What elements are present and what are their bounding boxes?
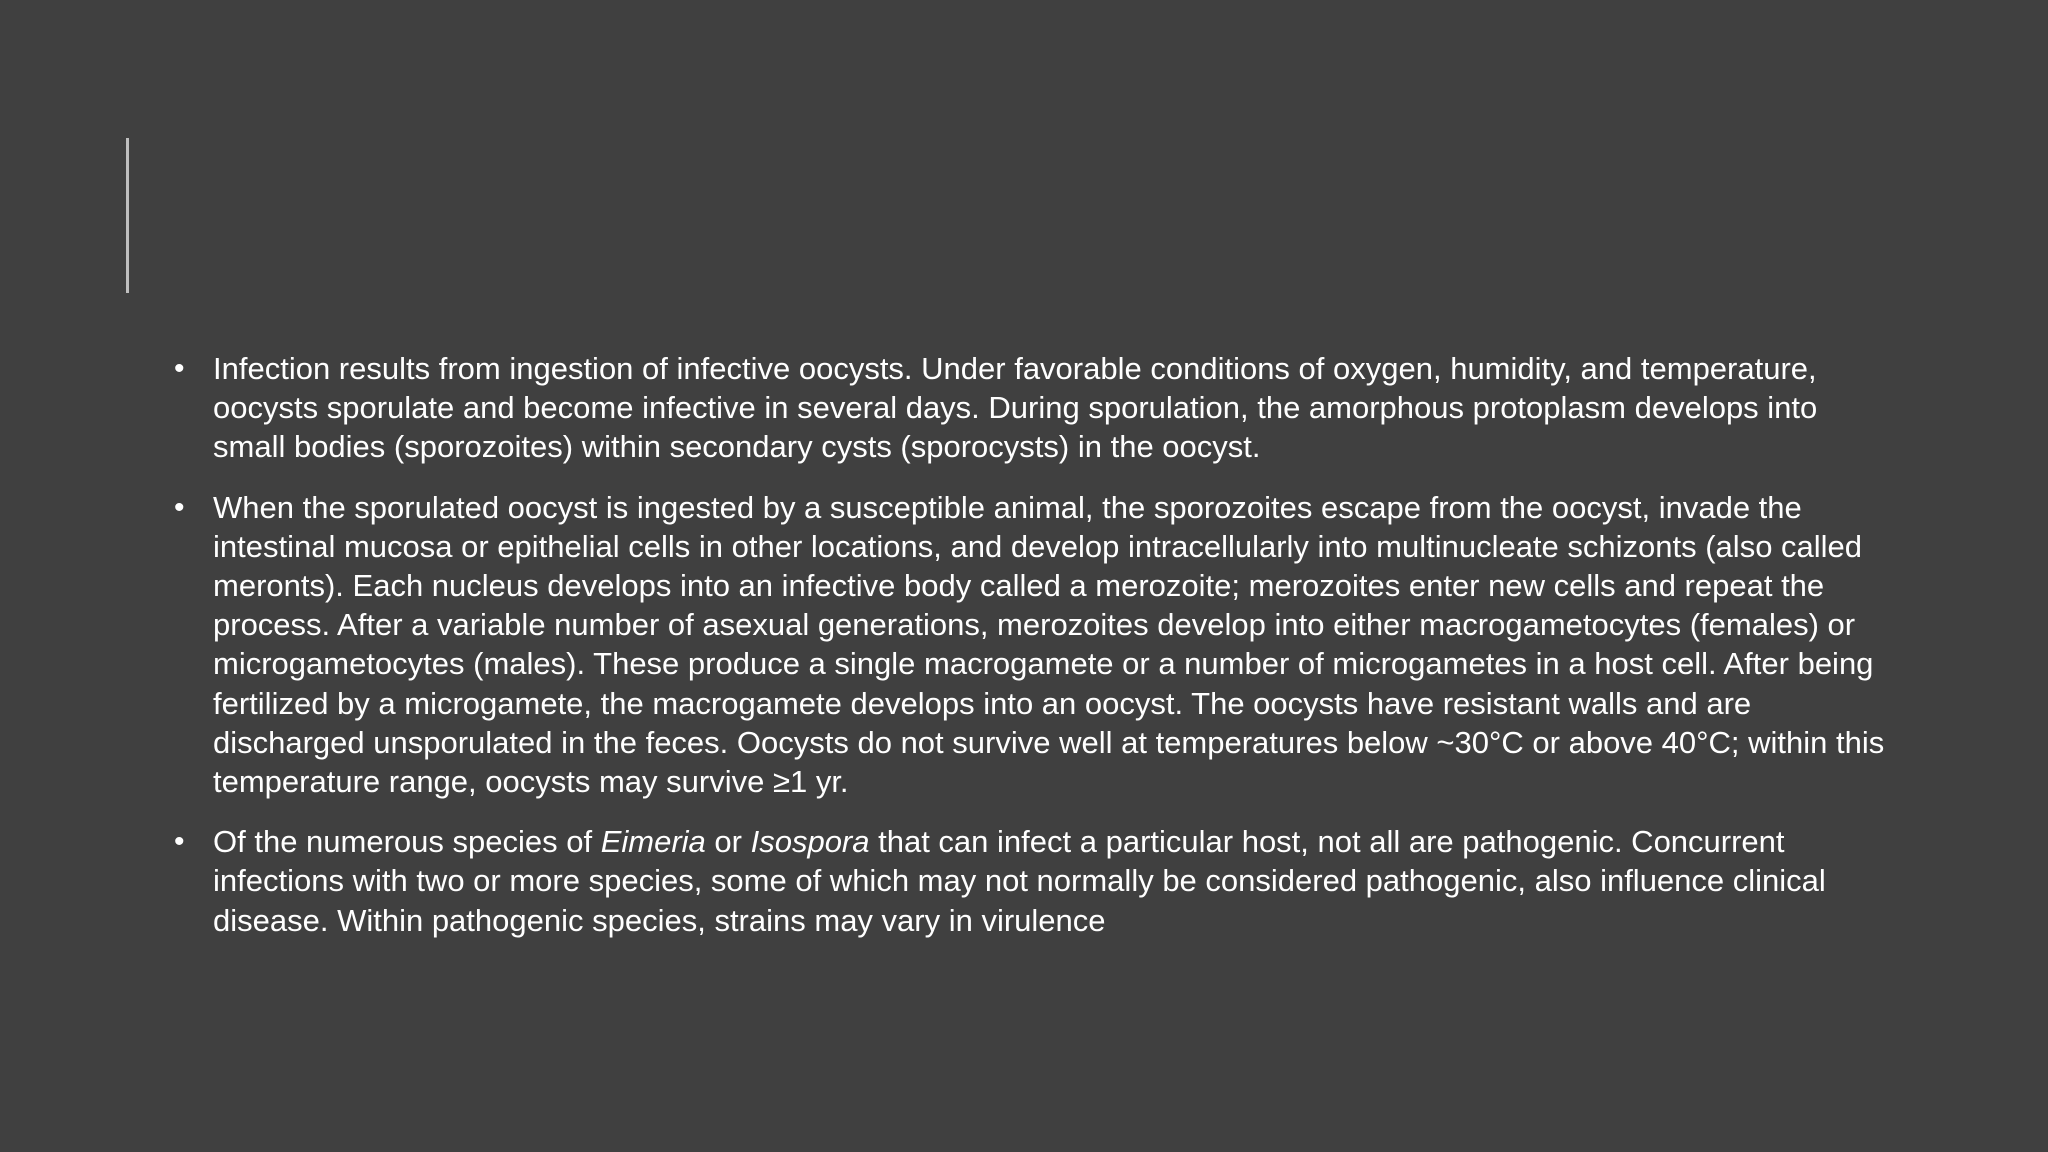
bullet-text-part: that can infect a particular host, not all are pathogenic. Concurrent infections with two or more species, some of which may not normally be considered pathogenic, also influence clinical disease. Within pathogenic species, strains may vary in virulence (213, 824, 1826, 938)
bullet-text-part: or (705, 824, 751, 860)
bullet-dot-icon: • (174, 825, 185, 859)
title-accent-line (126, 138, 129, 293)
bullet-item (170, 349, 1890, 467)
genus-eimeria: Eimeria (600, 824, 706, 860)
bullet-text-part: Of the numerous species of (213, 824, 601, 860)
bullet-text: When the sporulated oocyst is ingested by a susceptible animal, the sporozoites escape from the oocyst, invade the intestinal mucosa or epithelial cells in other locations, and develop intracellularly into multinucleate schizonts (also called meronts). Each nucleus develops into an infective body called a merozoite; merozoites enter new cells and repeat the process. After a variable number of asexual generations, merozoites develop into either macrogametocytes (females) or microgametocytes (males). These produce a single macrogamete or a number of microgametes in a host cell. After being fertilized by a microgamete, the macrogamete develops into an oocyst. The oocysts have resistant walls and are discharged unsporulated in the feces. Oocysts do not survive well at temperatures below ~30°C or above 40°C; within this temperature range, oocysts may survive ≥1 yr. (213, 489, 1885, 800)
bullet-item (170, 822, 1890, 940)
genus-isospora: Isospora (750, 824, 870, 860)
bullet-dot-icon: • (174, 490, 185, 524)
bullet-list (170, 349, 1890, 940)
bullet-text: Infection results from ingestion of infective oocysts. Under favorable conditions of oxygen, humidity, and temperature, oocysts sporulate and become infective in several days. During sporulation, the amorphous protoplasm develops into small bodies (sporozoites) within secondary cysts (sporocysts) in the oocyst. (213, 351, 1818, 465)
slide-body (170, 349, 1890, 961)
bullet-dot-icon: • (174, 352, 185, 385)
bullet-item (170, 488, 1890, 802)
